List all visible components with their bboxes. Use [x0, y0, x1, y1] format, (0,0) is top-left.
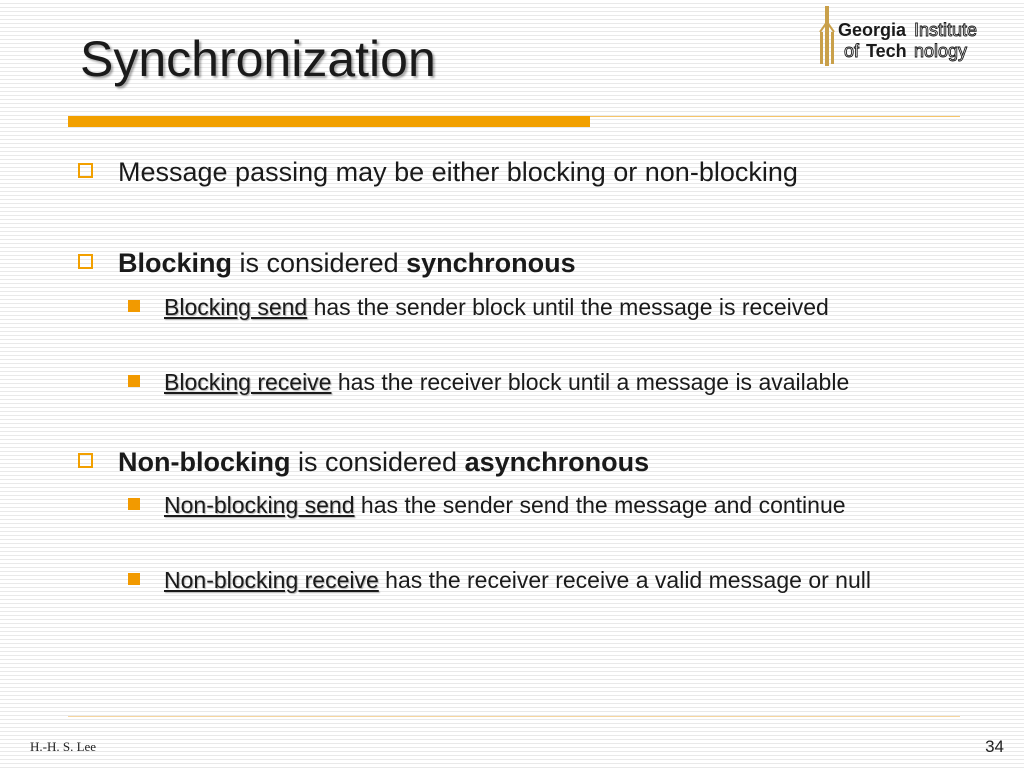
sub-bullet-blocking-receive: Blocking receive has the receiver block until a message is available — [164, 366, 904, 399]
filled-square-bullet-icon — [128, 573, 140, 585]
footer-author: H.-H. S. Lee — [30, 739, 97, 754]
bullet-blocking: Blocking is considered synchronous — [118, 245, 878, 281]
hollow-square-bullet-icon — [78, 254, 93, 269]
slide-title: Synchronization — [80, 31, 436, 87]
footer-rule — [68, 716, 960, 717]
logo-word-tech: Tech — [866, 41, 907, 61]
page-number: 34 — [985, 737, 1004, 756]
logo-word-of: of — [844, 41, 860, 61]
sub-bullet-non-blocking-receive: Non-blocking receive has the receiver receive a valid message or null — [164, 564, 904, 597]
sub-bullet-blocking-send: Blocking send has the sender block until the message is received — [164, 291, 904, 324]
hollow-square-bullet-icon — [78, 453, 93, 468]
hollow-square-bullet-icon — [78, 163, 93, 178]
logo-word-nology: nology — [914, 41, 968, 61]
filled-square-bullet-icon — [128, 498, 140, 510]
logo-word-institute: Institute — [914, 20, 978, 40]
bullet-message-passing: Message passing may be either blocking or non-blocking — [118, 154, 878, 190]
bullet-non-blocking: Non-blocking is considered asynchronous — [118, 444, 878, 480]
sub-bullet-non-blocking-send: Non-blocking send has the sender send the message and continue — [164, 489, 904, 522]
filled-square-bullet-icon — [128, 300, 140, 312]
logo-word-georgia: Georgia — [838, 20, 907, 40]
filled-square-bullet-icon — [128, 375, 140, 387]
